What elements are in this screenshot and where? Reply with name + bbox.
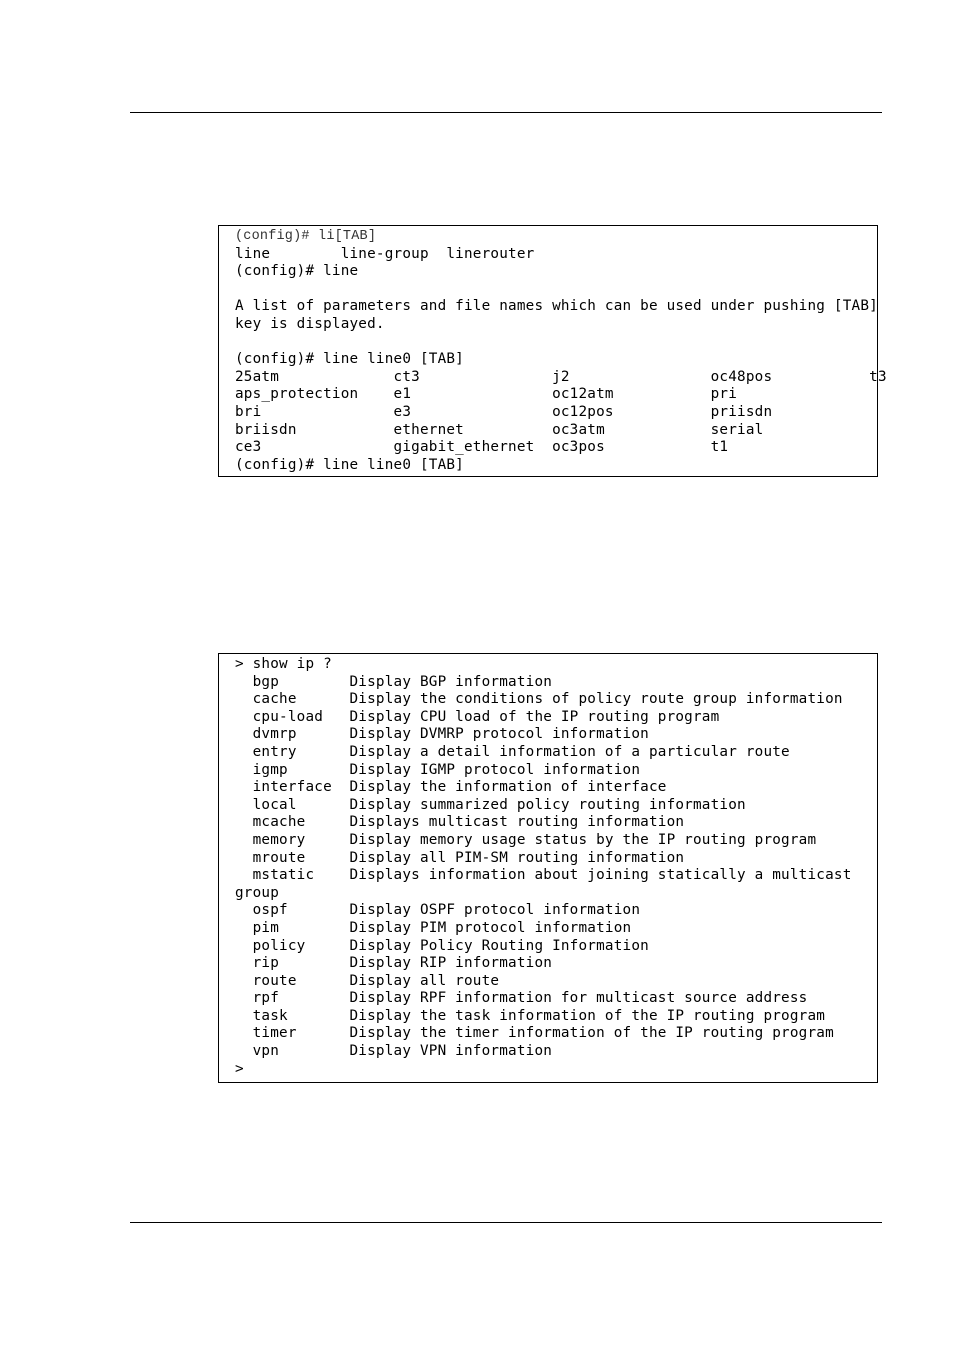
- terminal-line: group: [235, 884, 280, 901]
- terminal-line: line line-group linerouter: [235, 245, 535, 262]
- terminal-line: timer Display the timer information of the IP routing program: [235, 1025, 834, 1042]
- terminal-output-tab-completion: [218, 225, 887, 477]
- terminal-line: [235, 281, 877, 299]
- terminal-output-show-ip-help: [218, 653, 878, 1083]
- terminal-line: ospf Display OSPF protocol information: [235, 902, 641, 919]
- terminal-line: pim Display PIM protocol information: [235, 919, 632, 936]
- terminal-line: entry Display a detail information of a particular route: [235, 743, 790, 760]
- terminal-line: (config)# li[TAB]: [235, 229, 377, 244]
- terminal-line: >: [235, 1060, 244, 1077]
- terminal-line: vpn Display VPN information: [235, 1043, 553, 1060]
- terminal-line: 25atm ct3 j2 oc48pos t3: [235, 368, 887, 385]
- terminal-line: mcache Displays multicast routing information: [235, 814, 685, 831]
- terminal-line: local Display summarized policy routing information: [235, 796, 746, 813]
- terminal-line: (config)# line: [235, 263, 359, 280]
- header-rule: [130, 112, 882, 113]
- terminal-line: ce3 gigabit_ethernet oc3pos t1: [235, 439, 729, 456]
- terminal-line: briisdn ethernet oc3atm serial: [235, 421, 764, 438]
- terminal-line: memory Display memory usage status by the IP routing program: [235, 831, 817, 848]
- terminal-line: bgp Display BGP information: [235, 673, 553, 690]
- terminal-line: cpu-load Display CPU load of the IP routing program: [235, 708, 720, 725]
- terminal-line: A list of parameters and file names which can be used under pushing [TAB]: [235, 298, 878, 315]
- terminal-line: mroute Display all PIM-SM routing information: [235, 849, 685, 866]
- terminal-line: policy Display Policy Routing Information: [235, 937, 649, 954]
- terminal-line: bri e3 oc12pos priisdn: [235, 403, 773, 420]
- terminal-line: key is displayed.: [235, 315, 385, 332]
- terminal-line: route Display all route: [235, 972, 500, 989]
- terminal-line: [235, 334, 877, 352]
- terminal-line: interface Display the information of interface: [235, 779, 667, 796]
- terminal-line: igmp Display IGMP protocol information: [235, 761, 641, 778]
- footer-rule: [130, 1222, 882, 1223]
- terminal-line: cache Display the conditions of policy route group information: [235, 691, 843, 708]
- terminal-line: > show ip ?: [235, 656, 332, 672]
- terminal-line: aps_protection e1 oc12atm pri: [235, 386, 738, 403]
- terminal-line: mstatic Displays information about joining statically a multicast: [235, 867, 852, 884]
- terminal-line: rpf Display RPF information for multicast source address: [235, 990, 808, 1007]
- terminal-line: (config)# line line0 [TAB]: [235, 351, 464, 368]
- terminal-line: dvmrp Display DVMRP protocol information: [235, 726, 649, 743]
- terminal-line: task Display the task information of the IP routing program: [235, 1007, 826, 1024]
- terminal-line: rip Display RIP information: [235, 955, 553, 972]
- terminal-line: (config)# line line0 [TAB]: [235, 456, 464, 473]
